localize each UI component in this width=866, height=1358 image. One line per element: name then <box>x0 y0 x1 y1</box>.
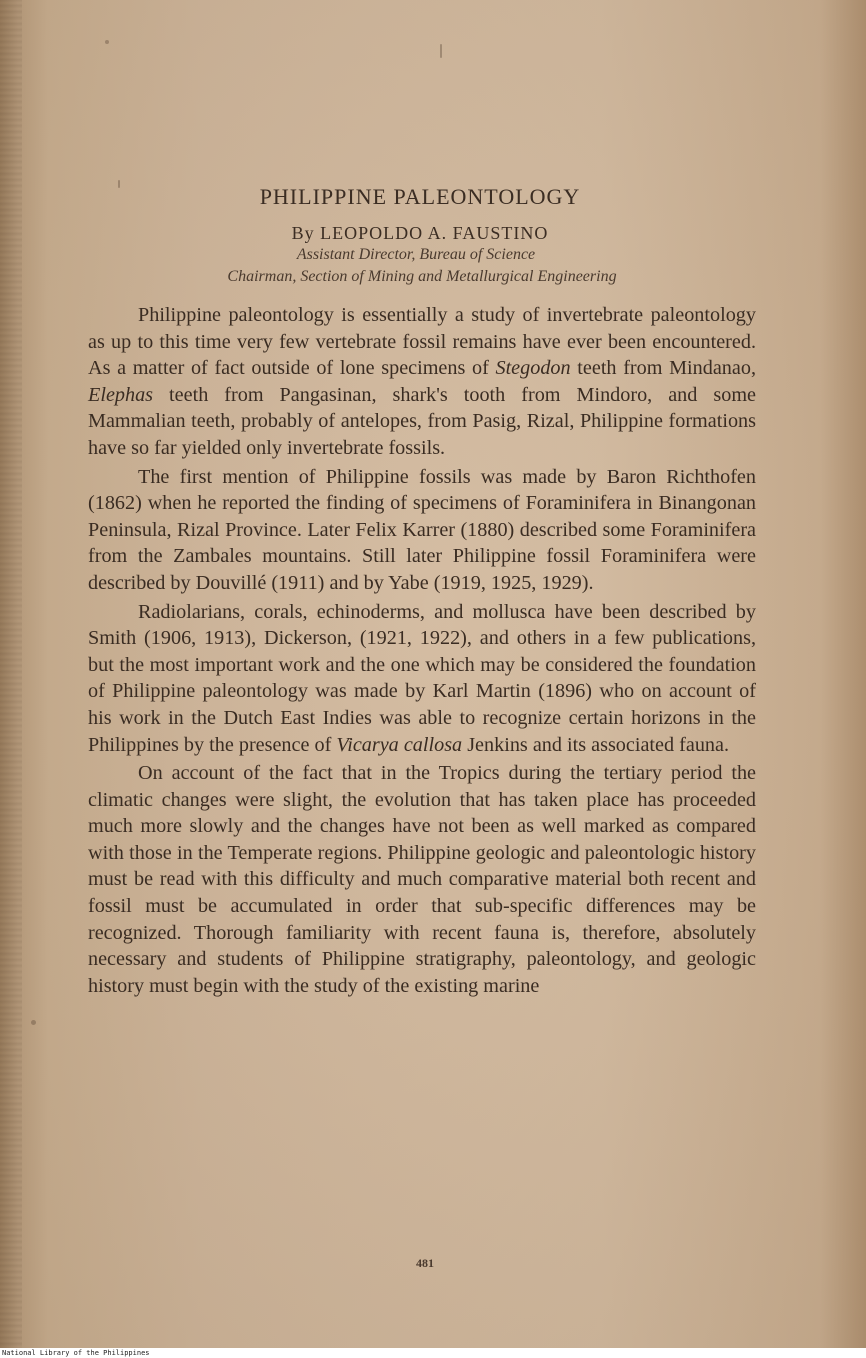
paragraph-1-text: Philippine paleontology is essentially a study of invertebrate paleontology as up to this time very few vertebrate fossil remains have ever been encountered. As a matter of fact outside of lone specimens of <box>88 304 756 380</box>
paper-mark <box>440 44 442 58</box>
paragraph-1-text: teeth from Mindanao, <box>570 357 756 380</box>
paper-mark <box>105 40 109 44</box>
paragraph-3-text: Jenkins and its associated fauna. <box>462 733 730 756</box>
taxon-elephas: Elephas <box>88 383 154 406</box>
author-role-chairman: Chairman, Section of Mining and Metallurgical Engineering <box>227 268 617 285</box>
taxon-vicarya-callosa: Vicarya callosa <box>336 733 463 756</box>
paragraph-3 <box>88 599 756 759</box>
article-body <box>88 302 756 999</box>
paragraph-2 <box>88 464 756 597</box>
page-number: 481 <box>416 1256 434 1270</box>
paragraph-1 <box>88 302 756 462</box>
article-title: PHILIPPINE PALEONTOLOGY <box>259 184 581 209</box>
paragraph-1-text: teeth from Pangasinan, shark's tooth from Mindoro, and some Mammalian teeth, probably of antelopes, from Pasig, Rizal, Philippine formations have so far yielded only invertebrate fossils. <box>88 383 756 459</box>
taxon-stegodon: Stegodon <box>495 357 571 380</box>
author-role-director: Assistant Director, Bureau of Science <box>296 246 536 263</box>
library-watermark: National Library of the Philippines <box>2 1349 150 1357</box>
author-byline: By LEOPOLDO A. FAUSTINO <box>291 223 549 243</box>
paragraph-4-text: On account of the fact that in the Tropics during the tertiary period the climatic changes were slight, the evolution that has taken place has proceeded much more slowly and the changes have not been as well marked as compared with those in the Temperate regions. Philippine geologic and paleontologic history must be read with this difficulty and much comparative material both recent and fossil must be accumulated in order that sub-specific differences may be recognized. Thorough familiarity with recent fauna is, therefore, absolutely necessary and students of Philippine stratigraphy, paleontology, and geologic history must begin with the study of the existing marine <box>88 762 756 997</box>
paragraph-2-text: The first mention of Philippine fossils was made by Baron Richthofen (1862) when he reported the finding of specimens of Foraminifera in Binangonan Peninsula, Rizal Province. Later Felix Karrer (1880) described some Foraminifera from the Zambales mountains. Still later Philippine fossil Foraminifera were described by Douvillé (1911) and by Yabe (1919, 1925, 1929). <box>88 465 756 594</box>
paper-mark <box>31 1020 36 1025</box>
paragraph-4 <box>88 760 756 999</box>
paragraph-3-text: Radiolarians, corals, echinoderms, and mollusca have been described by Smith (1906, 1913), Dickerson, (1921, 1922), and others in a few publications, but the most important work and the one which may be considered the foundation of Philippine paleontology was made by Karl Martin (1896) who on account of his work in the Dutch East Indies was able to recognize certain horizons in the Philippines by the presence of <box>88 600 756 756</box>
